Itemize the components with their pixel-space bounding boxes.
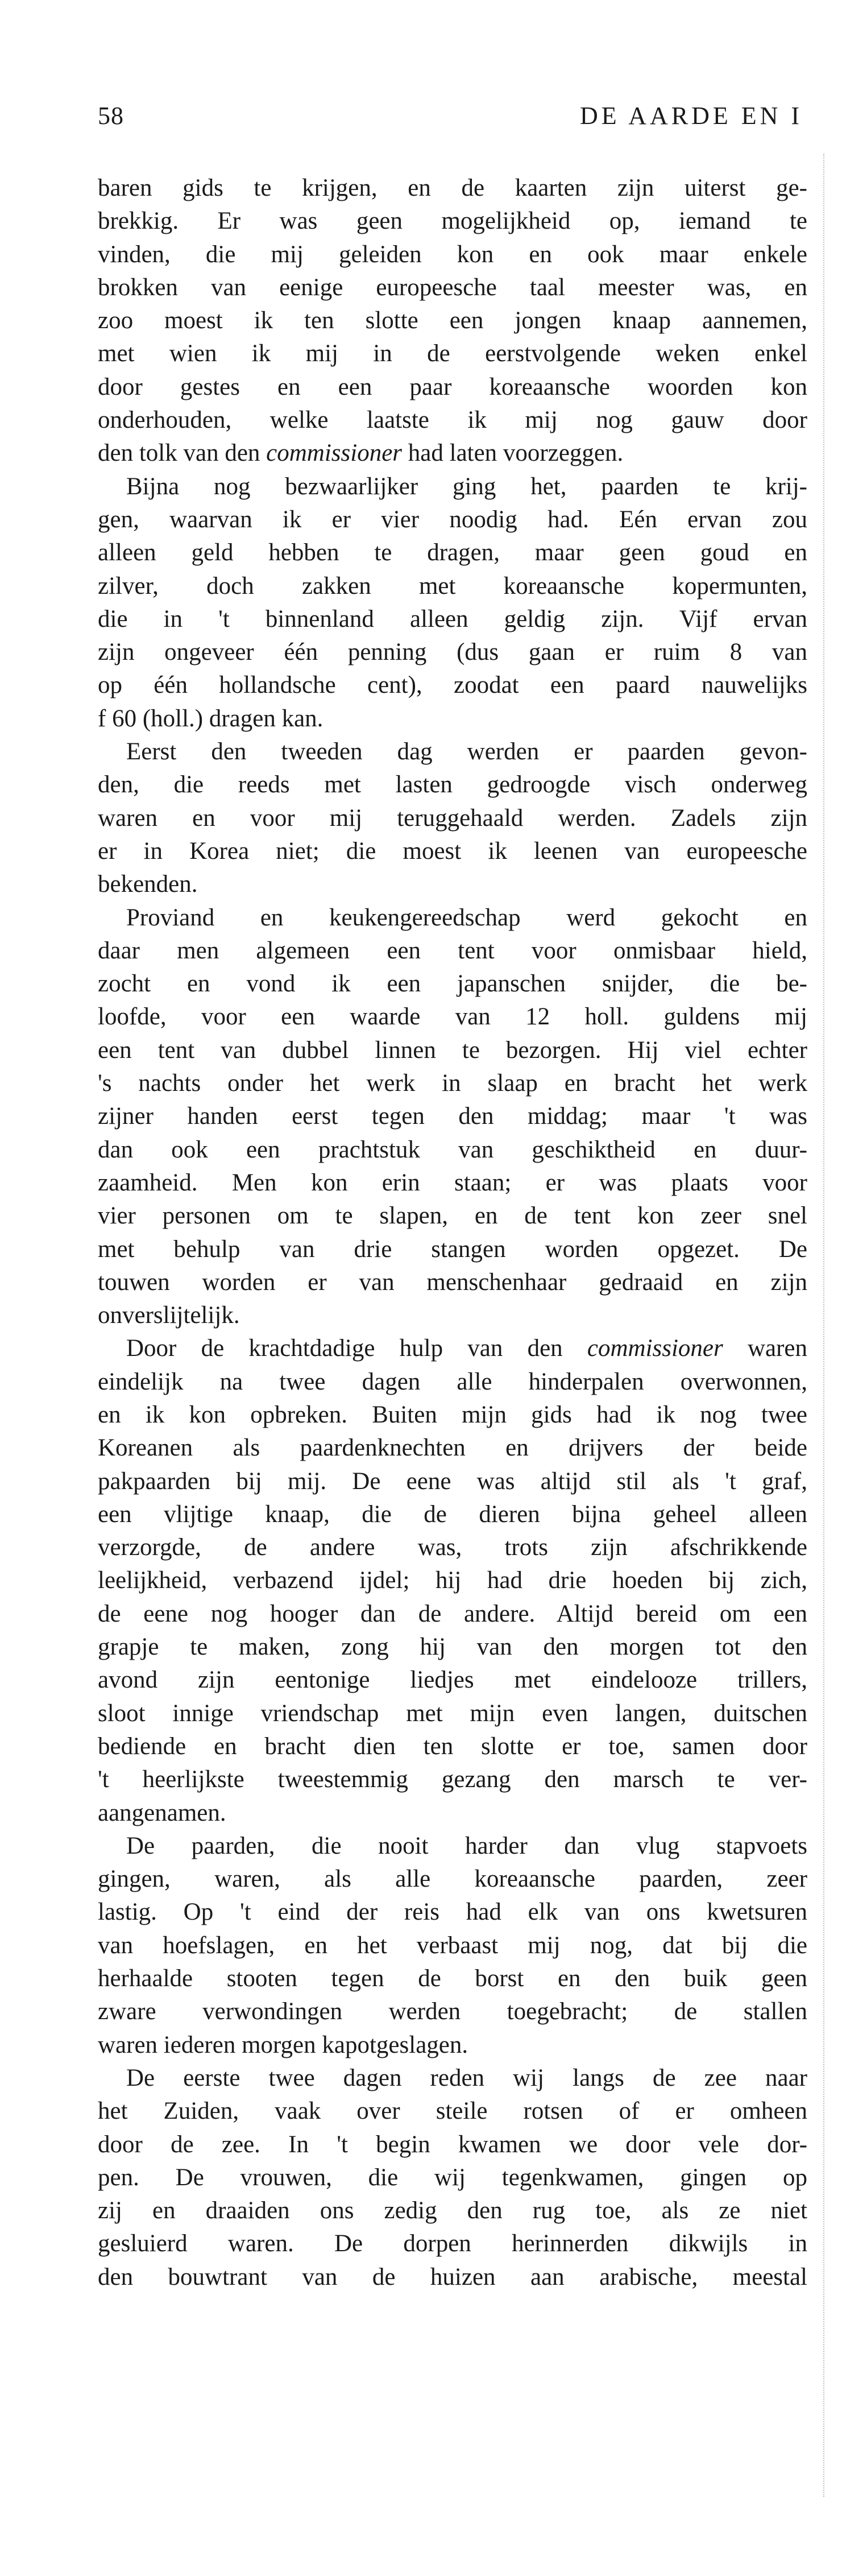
- text-line: vier personen om te slapen, en de tent kon zeer snel: [98, 1202, 807, 1230]
- text-line: zocht en vond ik een japanschen snijder, die be-: [98, 970, 807, 998]
- text-line: bediende en bracht dien ten slotte er toe, samen door: [98, 1733, 807, 1760]
- text-line: eindelijk na twee dagen alle hinderpalen overwonnen,: [98, 1368, 807, 1395]
- text-line: pakpaarden bij mij. De eene was altijd stil als 't graf,: [98, 1467, 807, 1495]
- text-line: van hoefslagen, en het verbaast mij nog, dat bij die: [98, 1932, 807, 1959]
- text-line: er in Korea niet; die moest ik leenen van europeesche: [98, 837, 807, 865]
- text-line: brekkig. Er was geen mogelijkheid op, iemand te: [98, 208, 807, 235]
- text-line: De paarden, die nooit harder dan vlug stapvoets: [126, 1832, 807, 1859]
- text-line: gesluierd waren. De dorpen herinnerden dikwijls in: [98, 2230, 807, 2257]
- text-line: een vlijtige knaap, die de dieren bijna geheel alleen: [98, 1500, 807, 1528]
- running-head: [98, 101, 842, 135]
- italic-term: commissioner: [587, 1335, 723, 1362]
- text-line: gen, waarvan ik er vier noodig had. Eén ervan zou: [98, 506, 807, 533]
- text-line: waren en voor mij teruggehaald werden. Zadels zijn: [98, 804, 807, 832]
- text-line: daar men algemeen een tent voor onmisbaar hield,: [98, 937, 807, 964]
- paragraph: [98, 2062, 807, 2294]
- text-line: Bijna nog bezwaarlijker ging het, paarden te krij-: [126, 473, 807, 500]
- text-line: touwen worden er van menschenhaar gedraaid en zijn: [98, 1268, 807, 1296]
- text-line: het Zuiden, vaak over steile rotsen of er omheen: [98, 2098, 807, 2125]
- running-title: DE AARDE EN I: [580, 102, 803, 130]
- text-line: verzorgde, de andere was, trots zijn afschrikkende: [98, 1534, 807, 1561]
- text-line: onverslijtelijk.: [98, 1302, 240, 1329]
- text-line: pen. De vrouwen, die wij tegenkwamen, gingen op: [98, 2164, 807, 2191]
- text-line: zoo moest ik ten slotte een jongen knaap aannemen,: [98, 307, 807, 334]
- text-line: den tolk van den commissioner had laten voorzeggen.: [98, 440, 624, 467]
- text-line: zaamheid. Men kon erin staan; er was plaats voor: [98, 1169, 807, 1196]
- text-line: baren gids te krijgen, en de kaarten zijn uiterst ge-: [98, 175, 807, 201]
- text-line: aangenamen.: [98, 1799, 226, 1826]
- text-line: grapje te maken, zong hij van den morgen tot den: [98, 1634, 807, 1661]
- text-line: zijner handen eerst tegen den middag; maar 't was: [98, 1103, 807, 1130]
- paragraph: [98, 470, 807, 735]
- text-line: Door de krachtdadige hulp van den commissioner waren: [126, 1335, 807, 1362]
- text-line: Koreanen als paardenknechten en drijvers der beide: [98, 1434, 807, 1462]
- text-line: op één hollandsche cent), zoodat een paard nauwelijks: [98, 672, 807, 699]
- paragraph: [98, 172, 807, 470]
- text-line: dan ook een prachtstuk van geschiktheid en duur-: [98, 1136, 807, 1163]
- text-line: den, die reeds met lasten gedroogde visch onderweg: [98, 771, 807, 799]
- text-line: Eerst den tweeden dag werden er paarden gevon-: [126, 738, 807, 766]
- text-line: alleen geld hebben te dragen, maar geen goud en: [98, 539, 807, 567]
- text-line: den bouwtrant van de huizen aan arabische, meestal: [98, 2263, 807, 2290]
- text-line: sloot innige vriendschap met mijn even langen, duitschen: [98, 1700, 807, 1727]
- text-line: vinden, die mij geleiden kon en ook maar enkele: [98, 241, 807, 268]
- text-line: herhaalde stooten tegen de borst en den buik geen: [98, 1965, 807, 1992]
- text-line: bekenden.: [98, 871, 198, 898]
- text-line: door gestes en een paar koreaansche woorden kon: [98, 373, 807, 400]
- text-line: zij en draaiden ons zedig den rug toe, als ze niet: [98, 2197, 807, 2224]
- text-line: door de zee. In 't begin kwamen we door vele dor-: [98, 2131, 807, 2158]
- text-line: 't heerlijkste tweestemmig gezang den marsch te ver-: [98, 1766, 807, 1793]
- text-line: leelijkheid, verbazend ijdel; hij had drie hoeden bij zich,: [98, 1567, 807, 1594]
- text-line: Proviand en keukengereedschap werd gekocht en: [126, 904, 807, 931]
- page-number: 58: [98, 102, 124, 130]
- text-line: en ik kon opbreken. Buiten mijn gids had ik nog twee: [98, 1401, 807, 1428]
- text-line: de eene nog hooger dan de andere. Altijd bereid om een: [98, 1600, 807, 1627]
- text-line: onderhouden, welke laatste ik mij nog gauw door: [98, 407, 807, 434]
- text-line: zilver, doch zakken met koreaansche kopermunten,: [98, 572, 807, 599]
- text-line: avond zijn eentonige liedjes met eindelooze trillers,: [98, 1667, 807, 1694]
- text-line: loofde, voor een waarde van 12 holl. guldens mij: [98, 1003, 807, 1031]
- text-line: waren iederen morgen kapotgeslagen.: [98, 2031, 468, 2058]
- text-line: brokken van eenige europeesche taal meester was, en: [98, 274, 807, 301]
- text-line: lastig. Op 't eind der reis had elk van ons kwetsuren: [98, 1899, 807, 1926]
- text-line: een tent van dubbel linnen te bezorgen. Hij viel echter: [98, 1036, 807, 1064]
- text-line: zijn ongeveer één penning (dus gaan er ruim 8 van: [98, 639, 807, 666]
- paragraph: [98, 735, 807, 901]
- paragraph: [98, 1332, 807, 1829]
- text-line: met wien ik mij in de eerstvolgende weken enkel: [98, 340, 807, 367]
- text-line: met behulp van drie stangen worden opgezet. De: [98, 1235, 807, 1263]
- text-line: die in 't binnenland alleen geldig zijn. Vijf ervan: [98, 605, 807, 632]
- text-line: zware verwondingen werden toegebracht; de stallen: [98, 1998, 807, 2025]
- italic-term: commissioner: [266, 440, 403, 467]
- text-column: [98, 172, 807, 2515]
- text-line: De eerste twee dagen reden wij langs de zee naar: [126, 2064, 807, 2091]
- text-line: f 60 (holl.) dragen kan.: [98, 705, 323, 732]
- paragraph: [98, 902, 807, 1333]
- text-line: gingen, waren, als alle koreaansche paarden, zeer: [98, 1866, 807, 1893]
- text-line: 's nachts onder het werk in slaap en bracht het werk: [98, 1070, 807, 1097]
- paragraph: [98, 1830, 807, 2062]
- margin-rule: [823, 154, 824, 2497]
